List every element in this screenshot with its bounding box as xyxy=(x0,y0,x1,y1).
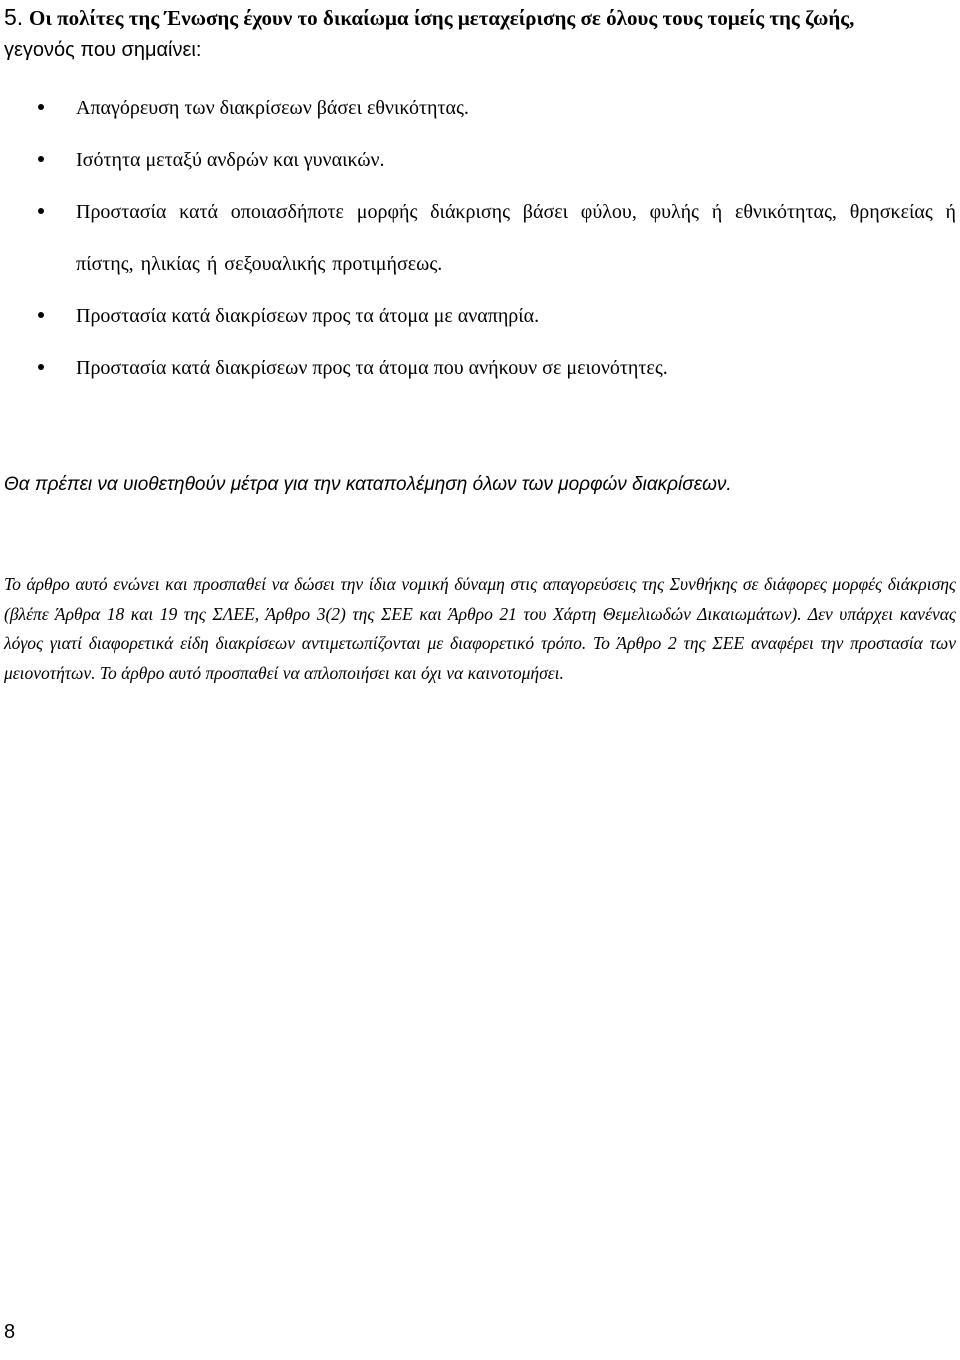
measures-note: Θα πρέπει να υιοθετηθούν μέτρα για την καταπολέμηση όλων των μορφών διακρίσεων. xyxy=(4,474,732,495)
bullet-icon xyxy=(38,208,44,214)
bullet-icon xyxy=(38,364,44,370)
section-heading xyxy=(4,2,956,66)
list-item xyxy=(0,82,960,134)
list-item-text: Απαγόρευση των διακρίσεων βάσει εθνικότητας. xyxy=(76,97,469,119)
bullet-icon xyxy=(38,312,44,318)
list-item-text: Προστασία κατά διακρίσεων προς τα άτομα που ανήκουν σε μειονότητες. xyxy=(76,357,668,379)
page-number: 8 xyxy=(4,1321,16,1343)
list-item-text: Προστασία κατά οποιασδήποτε μορφής διάκρισης βάσει φύλου, φυλής ή εθνικότητας, θρησκείας ή πίστης, ηλικίας ή σεξουαλικής προτιμήσεως. xyxy=(76,201,956,275)
list-item-text: Προστασία κατά διακρίσεων προς τα άτομα με αναπηρία. xyxy=(76,305,540,327)
section-heading-continuation: γεγονός που σημαίνει: xyxy=(4,39,202,61)
bullet-icon xyxy=(38,104,44,110)
section-heading-text: Οι πολίτες της Ένωσης έχουν το δικαίωμα ίσης μεταχείρισης σε όλους τους τομείς της ζωής, xyxy=(29,6,855,30)
explanatory-paragraph: Το άρθρο αυτό ενώνει και προσπαθεί να δώσει την ίδια νομική δύναμη στις απαγορεύσεις της Συνθήκης σε διάφορες μορφές διάκρισης (βλέπε Άρθρα 18 και 19 της ΣΛΕΕ, Άρθρο 3(2) της ΣΕΕ και Άρθρο 21 του Χάρτη Θεμελιωδών Δικαιωμάτων). Δεν υπάρχει κανένας λόγος γιατί διαφορετικά είδη διακρίσεων αντιμετωπίζονται με διαφορετικό τρόπο. Το Άρθρο 2 της ΣΕΕ αναφέρει την προστασία των μειονοτήτων. Το άρθρο αυτό προσπαθεί να απλοποιήσει και όχι να καινοτομήσει. xyxy=(4,574,956,683)
section-number: 5. xyxy=(4,4,24,30)
list-item xyxy=(0,134,960,186)
list-item-text: Ισότητα μεταξύ ανδρών και γυναικών. xyxy=(76,149,385,171)
list-item xyxy=(0,290,960,342)
list-item xyxy=(0,342,960,394)
bullet-icon xyxy=(38,156,44,162)
list-item xyxy=(0,186,960,290)
rights-bullet-list xyxy=(0,82,960,394)
